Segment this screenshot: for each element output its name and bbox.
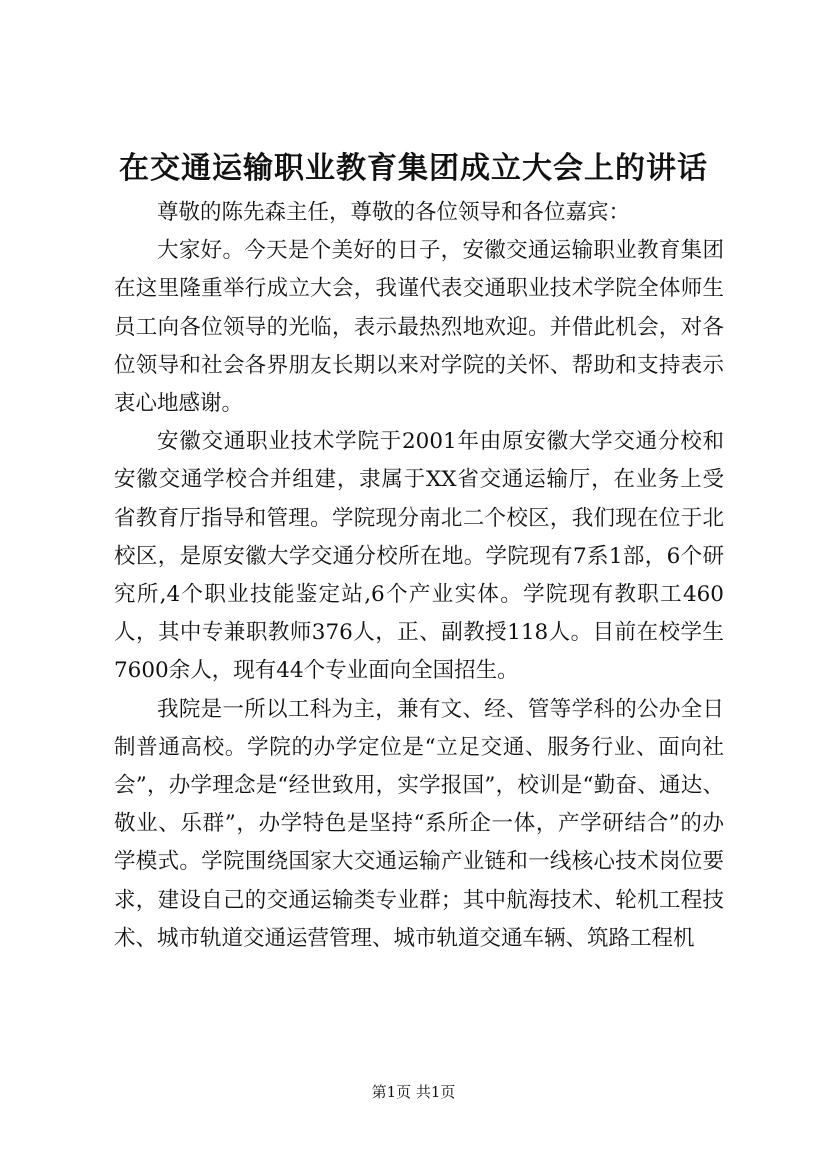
document-body bbox=[114, 194, 724, 958]
paragraph-greeting: 大家好。今天是个美好的日子，安徽交通运输职业教育集团在这里隆重举行成立大会，我谨代表交通职业技术学院全体师生员工向各位领导的光临，表示最热烈地欢迎。并借此机会，对各位领导和社会各界朋友长期以来对学院的关怀、帮助和支持表示衷心地感谢。 bbox=[114, 238, 724, 417]
paragraph-salutation: 尊敬的陈先森主任，尊敬的各位领导和各位嘉宾： bbox=[157, 200, 631, 225]
paragraph-college-overview: 安徽交通职业技术学院于2001年由原安徽大学交通分校和安徽交通学校合并组建，隶属于XX省交通运输厅，在业务上受省教育厅指导和管理。学院现分南北二个校区，我们现在位于北校区，是原安徽大学交通分校所在地。学院现有7系1部，6个研究所,4个职业技能鉴定站,6个产业实体。学院现有教职工460人，其中专兼职教师376人，正、副教授118人。目前在校学生7600余人，现有44个专业面向全国招生。 bbox=[114, 429, 724, 684]
page-footer: 第1页 共1页 bbox=[371, 1083, 456, 1101]
document-title: 在交通运输职业教育集团成立大会上的讲话 bbox=[119, 151, 708, 186]
paragraph-college-positioning: 我院是一所以工科为主，兼有文、经、管等学科的公办全日制普通高校。学院的办学定位是“立足交通、服务行业、面向社会”，办学理念是“经世致用，实学报国”，校训是“勤奋、通达、敬业、乐群”，办学特色是坚持“系所企一体，产学研结合”的办学模式。学院围绕国家大交通运输产业链和一线核心技术岗位要求，建设自己的交通运输类专业群；其中航海技术、轮机工程技术、城市轨道交通运营管理、城市轨道交通车辆、筑路工程机 bbox=[114, 696, 724, 951]
